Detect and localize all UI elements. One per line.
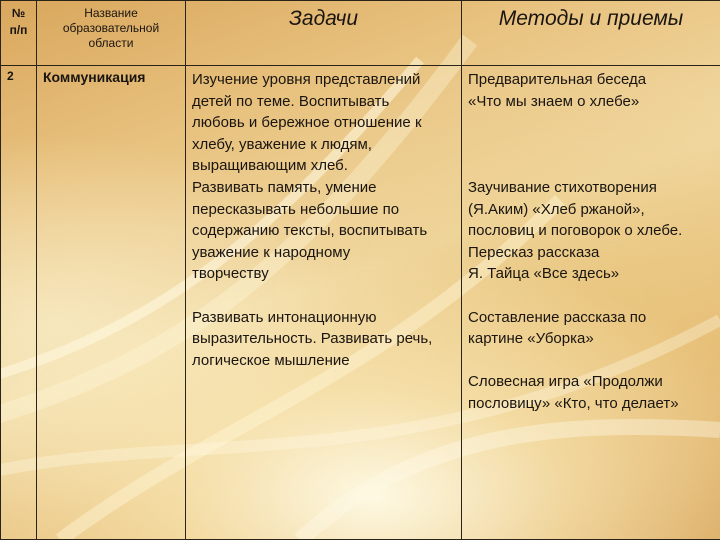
header-area: Название образовательной области: [37, 1, 186, 66]
task-paragraph: Развивать интонационную выразительность. Развивать речь, логическое мышление: [192, 308, 433, 369]
method-paragraph: Предварительная беседа «Что мы знаем о хлебе»: [468, 71, 647, 110]
row-methods: [462, 66, 720, 540]
header-methods: Методы и приемы: [462, 1, 720, 66]
task-paragraph: Изучение уровня представлений детей по теме. Воспитывать любовь и бережное отношение к хлебу, уважение к людям, выращивающим хлеб. Развивать память, умение пересказывать небольшие по содержанию тексты, воспитывать уважение к народному творчеству: [192, 71, 428, 283]
method-paragraph: Словесная игра «Продолжи пословицу» «Кто, что делает»: [468, 373, 679, 412]
header-tasks: Задачи: [186, 1, 462, 66]
header-row: [1, 1, 720, 66]
method-paragraph: Составление рассказа по картине «Уборка»: [468, 308, 647, 348]
method-paragraph: Заучивание стихотворения (Я.Аким) «Хлеб ржаной», пословиц и поговорок о хлебе. Пересказ рассказа Я. Тайца «Все здесь»: [468, 178, 683, 283]
row-tasks: [186, 66, 462, 540]
table-row: [1, 66, 720, 540]
row-number: 2: [1, 66, 37, 540]
row-area: Коммуникация: [37, 66, 186, 540]
header-number: № п/п: [1, 1, 37, 66]
